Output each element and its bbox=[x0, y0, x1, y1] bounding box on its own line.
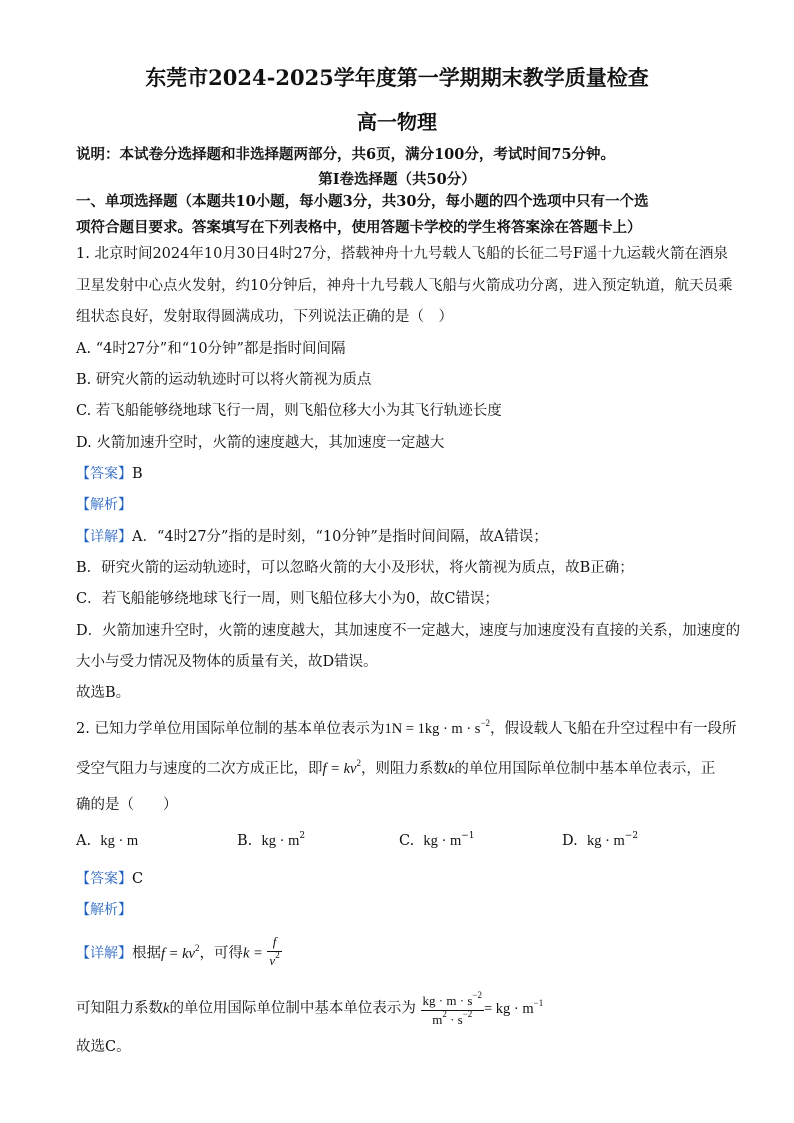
q2-drag-formula bbox=[322, 758, 361, 777]
q2-unit-fraction-num-base: kg · m · s bbox=[422, 993, 473, 1008]
q2-stem-line1 bbox=[76, 720, 737, 738]
section-title: 第I卷选择题（共50分） bbox=[318, 171, 476, 188]
q2-detail-k: k = bbox=[242, 945, 263, 962]
q2-unit-fraction bbox=[421, 992, 484, 1029]
q1-option-a: A. “4时27分”和“10分钟”都是指时间间隔 bbox=[76, 341, 346, 357]
detail-tag: 【详解】 bbox=[76, 945, 132, 962]
q2-option-c bbox=[399, 833, 475, 850]
q2-conclusion-text-b: 的单位用国际单位制中基本单位表示为 bbox=[169, 1000, 416, 1017]
q2-stem-text-b: ，假设载人飞船在升空过程中有一段所 bbox=[490, 721, 737, 737]
q1-detail-line1 bbox=[76, 528, 548, 546]
exam-instructions: 说明：本试卷分选择题和非选择题两部分，共6页，满分100分，考试时间75分钟。 bbox=[76, 146, 616, 163]
q2-option-a bbox=[76, 833, 138, 850]
q2-k-fraction-den bbox=[267, 952, 281, 970]
q2-stem-text-e: 的单位用国际单位制中基本单位表示，正 bbox=[454, 761, 716, 777]
q2-drag-formula-base: f = kv bbox=[322, 761, 357, 777]
q2-k-fraction-den-base: v bbox=[269, 953, 276, 968]
q2-unit-fraction-num-exp: −2 bbox=[472, 990, 482, 1000]
q2-unit-result bbox=[483, 997, 544, 1017]
q2-detail-text-a: 根据 bbox=[132, 945, 161, 962]
answer-tag: 【答案】 bbox=[76, 871, 132, 887]
q1-answer-value: B bbox=[132, 466, 143, 482]
q2-unit-result-exp: −1 bbox=[533, 997, 544, 1008]
q2-stem-text-c: 受空气阻力与速度的二次方成正比，即 bbox=[76, 761, 323, 777]
q1-option-d: D. 火箭加速升空时，火箭的速度越大，其加速度一定越大 bbox=[76, 435, 445, 451]
q1-stem-line3: 组状态良好，发射取得圆满成功，下列说法正确的是（ ） bbox=[76, 309, 453, 325]
q2-stem-text-d: ，则阻力系数 bbox=[360, 761, 448, 777]
page-title: 东莞市2024-2025学年度第一学期期末教学质量检查 bbox=[145, 65, 649, 90]
q2-newton-formula-base: 1N = 1kg · m · s bbox=[384, 721, 481, 737]
q1-detail-line5: 大小与受力情况及物体的质量有关，故D错误。 bbox=[76, 654, 378, 670]
q2-option-d-exp: −2 bbox=[624, 831, 639, 841]
q2-unit-fraction-den-exp2: −2 bbox=[462, 1009, 473, 1019]
q2-detail-line2 bbox=[76, 990, 543, 1027]
page-subtitle: 高一物理 bbox=[357, 110, 437, 134]
q2-option-d bbox=[562, 833, 638, 850]
q2-unit-fraction-den-exp1: 2 bbox=[442, 1009, 447, 1019]
part1-heading-line1: 一、单项选择题（本题共10小题，每小题3分，共30分，每小题的四个选项中只有一个选 bbox=[76, 193, 649, 210]
q1-detail-line4: D．火箭加速升空时，火箭的速度越大，其加速度不一定越大，速度与加速度没有直接的关系，加速度的 bbox=[76, 623, 741, 639]
q2-detail-formula-base: f = kv bbox=[161, 945, 195, 962]
q2-option-c-label: C. bbox=[399, 833, 415, 849]
q2-option-b-label: B. bbox=[237, 833, 253, 849]
q1-detail-text-a: A．“4时27分”指的是时刻，“10分钟”是指时间间隔，故A错误； bbox=[132, 529, 548, 545]
q1-option-b: B. 研究火箭的运动轨迹时可以将火箭视为质点 bbox=[76, 372, 372, 388]
answer-tag: 【答案】 bbox=[76, 466, 132, 482]
detail-tag: 【详解】 bbox=[76, 529, 132, 545]
q2-k-fraction-den-exp: 2 bbox=[275, 950, 280, 960]
q2-answer-value: C bbox=[132, 871, 144, 887]
analysis-tag: 【解析】 bbox=[76, 902, 132, 918]
q2-option-b-unit: kg · m bbox=[261, 833, 300, 849]
q2-option-a-label: A. bbox=[76, 833, 92, 849]
q1-analysis bbox=[76, 496, 132, 514]
q2-answer bbox=[76, 870, 143, 888]
q1-stem-line1: 1. 北京时间2024年10月30日4时27分，搭载神舟十九号载人飞船的长征二号F遥十九运载火箭在酒泉 bbox=[76, 246, 728, 262]
q1-detail-line3: C．若飞船能够绕地球飞行一周，则飞船位移大小为0，故C错误； bbox=[76, 591, 499, 607]
q2-option-c-unit: kg · m bbox=[423, 833, 462, 849]
q2-unit-result-base: = kg · m bbox=[483, 1000, 534, 1017]
q2-option-c-exp: −1 bbox=[461, 831, 475, 841]
q2-unit-fraction-den bbox=[421, 1011, 484, 1029]
q2-conclusion: 故选C。 bbox=[76, 1039, 131, 1055]
analysis-tag: 【解析】 bbox=[76, 497, 132, 513]
q2-k-symbol: k bbox=[447, 761, 455, 777]
q2-k-fraction bbox=[267, 933, 281, 970]
q2-conclusion-k: k bbox=[163, 1000, 170, 1017]
q2-option-d-unit: kg · m bbox=[586, 833, 625, 849]
q2-unit-fraction-den-m: m bbox=[432, 1012, 443, 1027]
q1-stem-line2: 卫星发射中心点火发射，约10分钟后，神舟十九号载人飞船与火箭成功分离，进入预定轨道，航天员乘 bbox=[76, 278, 733, 294]
part1-heading-line2: 项符合题目要求。答案填写在下列表格中，使用答题卡学校的学生将答案涂在答题卡上） bbox=[76, 219, 642, 236]
q1-option-c: C. 若飞船能够绕地球飞行一周，则飞船位移大小为其飞行轨迹长度 bbox=[76, 403, 502, 419]
q2-option-a-unit: kg · m bbox=[100, 833, 139, 849]
q1-answer bbox=[76, 465, 143, 483]
q2-drag-formula-exp: 2 bbox=[356, 758, 361, 768]
q2-detail-formula-exp: 2 bbox=[194, 942, 200, 953]
q1-detail-line2: B．研究火箭的运动轨迹时，可以忽略火箭的大小及形状，将火箭视为质点，故B正确； bbox=[76, 560, 634, 576]
q2-option-b-exp: 2 bbox=[299, 831, 306, 841]
q2-newton-formula bbox=[384, 718, 491, 737]
q2-stem-text-a: 2. 已知力学单位用国际单位制的基本单位表示为 bbox=[76, 721, 385, 737]
q1-conclusion: 故选B。 bbox=[76, 685, 131, 701]
q2-stem-line2 bbox=[76, 760, 715, 778]
q2-analysis bbox=[76, 901, 132, 919]
q2-option-b bbox=[237, 833, 305, 850]
q2-conclusion-text-a: 可知阻力系数 bbox=[76, 1000, 163, 1017]
q2-unit-fraction-den-s: · s bbox=[446, 1012, 463, 1027]
q2-stem-line3: 确的是（ ） bbox=[76, 797, 178, 813]
q2-detail-text-b: ，可得 bbox=[199, 945, 243, 962]
q2-detail-formula bbox=[161, 942, 200, 962]
q2-unit-fraction-num bbox=[421, 992, 484, 1011]
q2-detail-line1 bbox=[76, 935, 282, 972]
q2-option-d-label: D. bbox=[562, 833, 578, 849]
q2-k-fraction-num: f bbox=[267, 933, 281, 952]
q2-newton-formula-exp: −2 bbox=[480, 718, 491, 728]
